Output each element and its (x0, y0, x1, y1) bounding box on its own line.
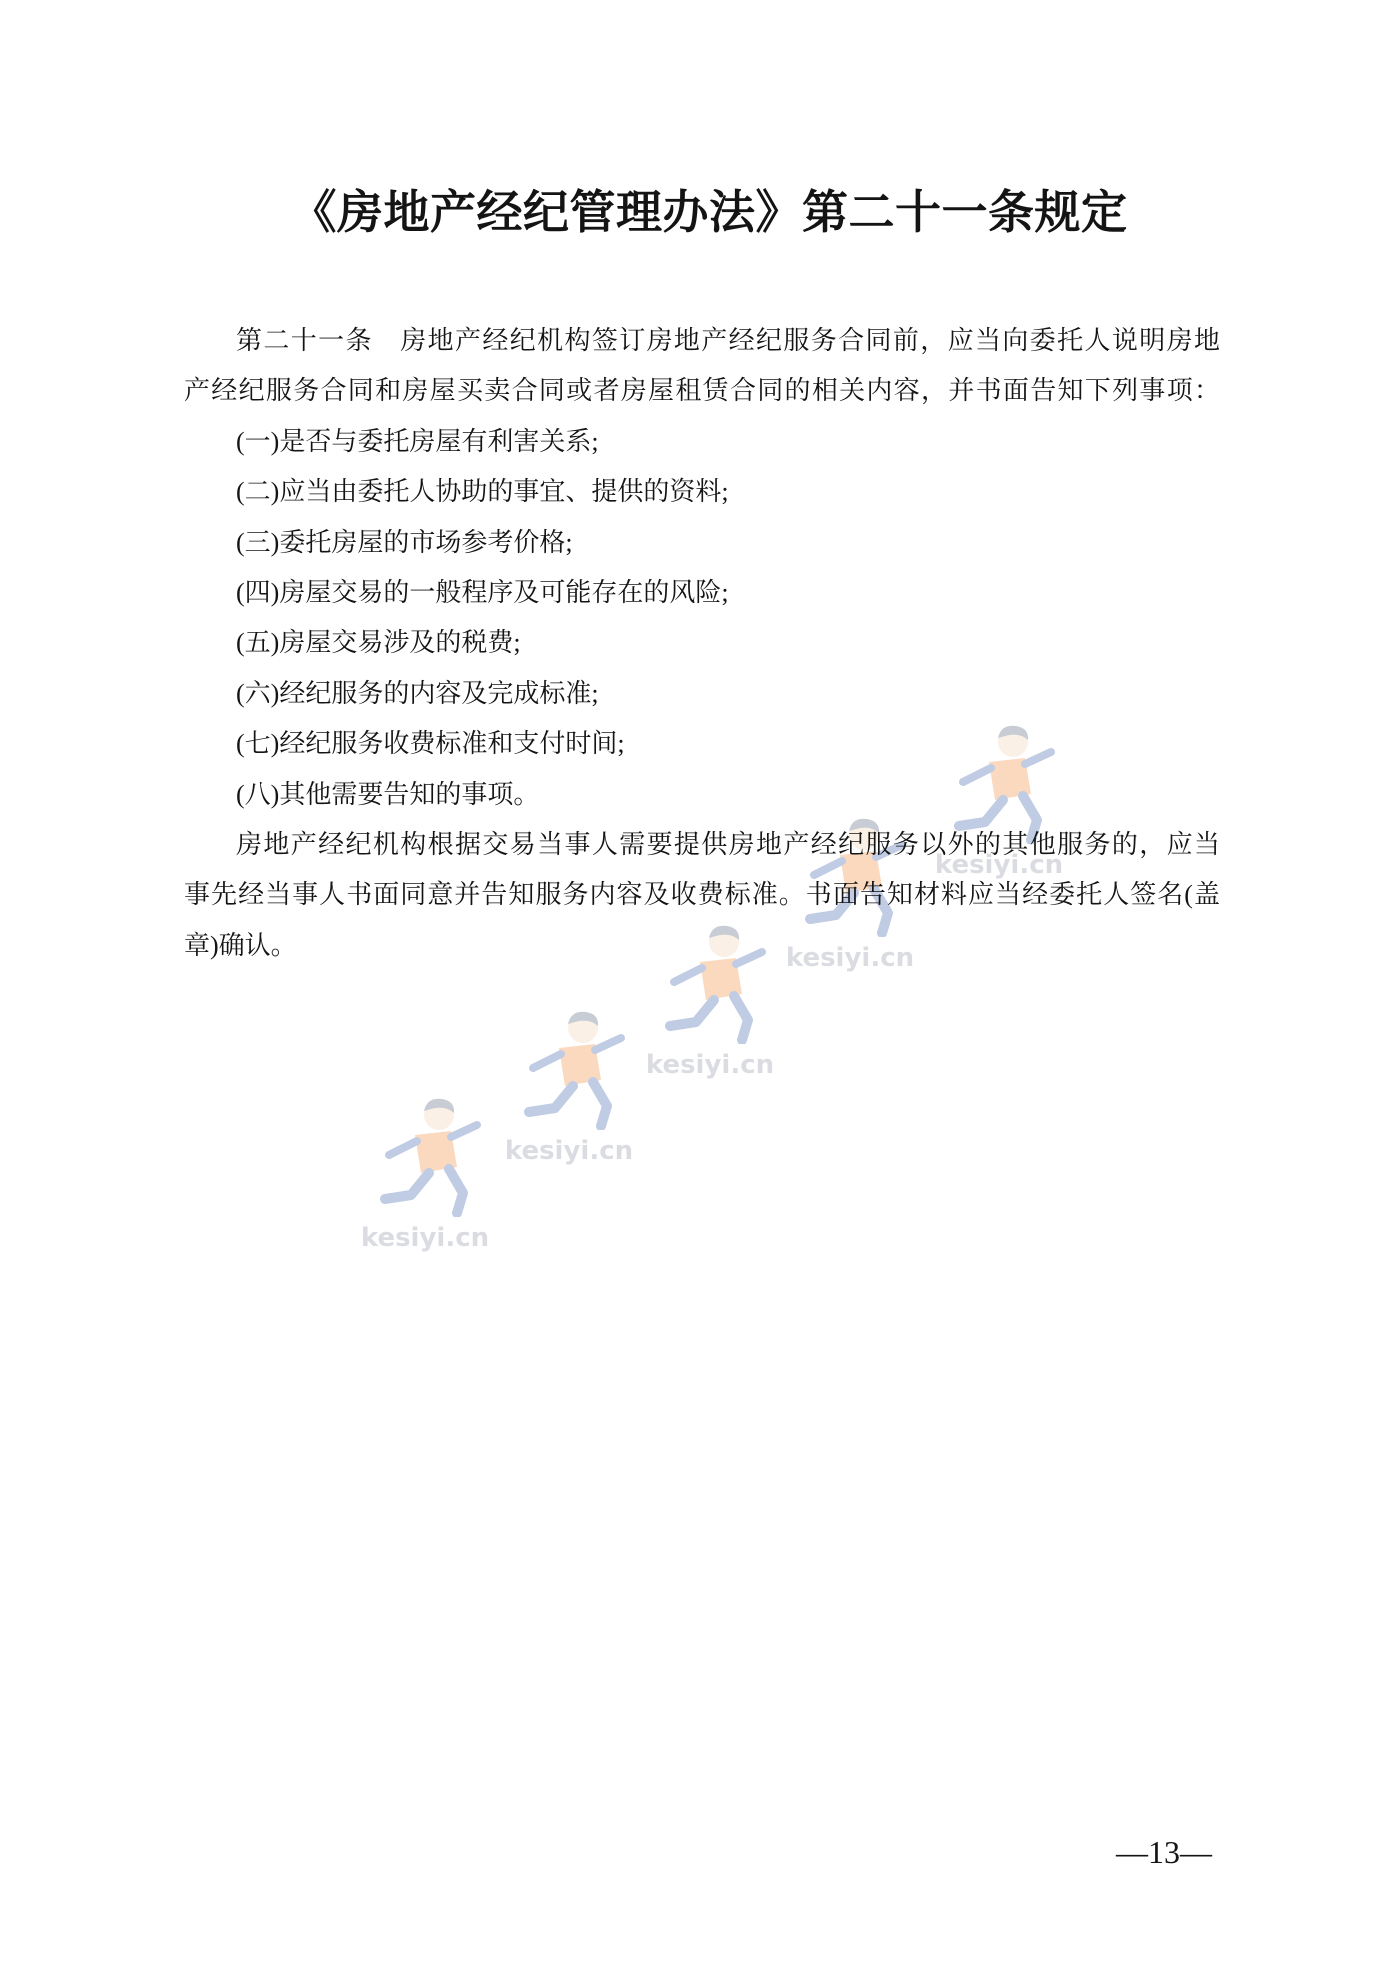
page-title: 《房地产经纪管理办法》第二十一条规定 (290, 187, 1128, 238)
article-line: 章)确认。 (184, 930, 297, 960)
watermark-text: kesiyi.cn (785, 943, 915, 973)
article-line: 产经纪服务合同和房屋买卖合同或者房屋租赁合同的相关内容，并书面告知下列事项： (184, 376, 1220, 406)
list-item: (六)经纪服务的内容及完成标准; (236, 678, 599, 708)
list-item: (四)房屋交易的一般程序及可能存在的风险; (236, 577, 729, 607)
running-figure-icon (365, 1095, 485, 1217)
article-line: 房地产经纪机构根据交易当事人需要提供房地产经纪服务以外的其他服务的，应当 (236, 829, 1220, 859)
article-body (184, 316, 1220, 971)
list-item: (八)其他需要告知的事项。 (236, 779, 540, 809)
article-line: 第二十一条 房地产经纪机构签订房地产经纪服务合同前，应当向委托人说明房地 (236, 326, 1220, 355)
watermark-text: kesiyi.cn (360, 1223, 490, 1253)
list-item: (三)委托房屋的市场参考价格; (236, 527, 573, 557)
watermark-logo (494, 1008, 644, 1208)
list-item: (一)是否与委托房屋有利害关系; (236, 426, 599, 456)
article-line: 事先经当事人书面同意并告知服务内容及收费标准。书面告知材料应当经委托人签名(盖 (184, 880, 1220, 910)
watermark-text: kesiyi.cn (934, 850, 1064, 880)
watermark-text: kesiyi.cn (504, 1136, 634, 1166)
running-figure-icon (509, 1008, 629, 1130)
watermark-text: kesiyi.cn (645, 1050, 775, 1080)
page-number: —13— (1116, 1834, 1212, 1870)
list-item: (七)经纪服务收费标准和支付时间; (236, 729, 625, 759)
list-item: (五)房屋交易涉及的税费; (236, 628, 521, 658)
watermark-logo (350, 1095, 500, 1295)
list-item: (二)应当由委托人协助的事宜、提供的资料; (236, 477, 729, 507)
